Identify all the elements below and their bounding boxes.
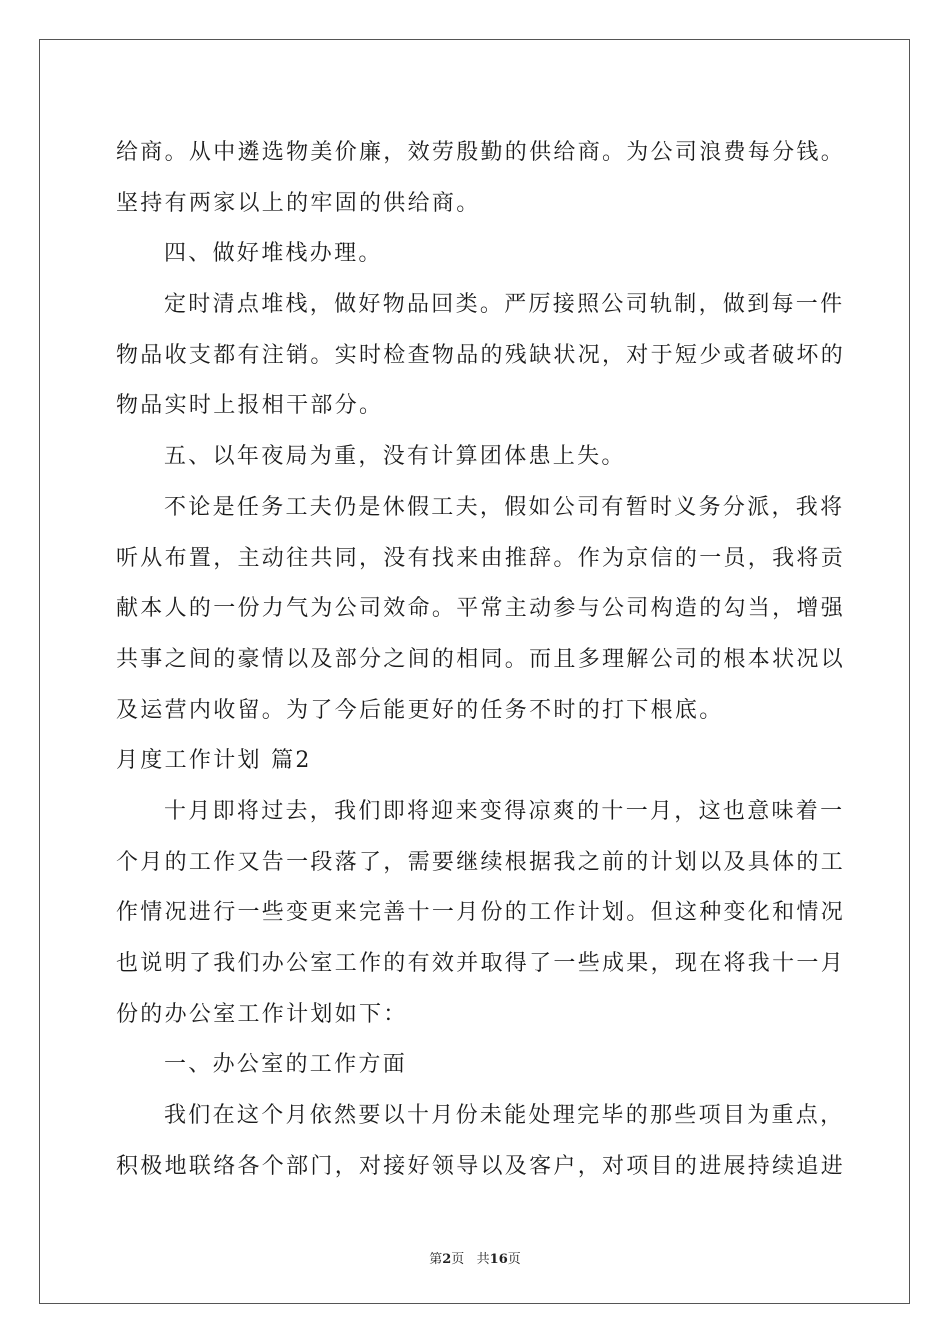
text-line: 定时清点堆栈，做好物品回类。严厉接照公司轨制，做到每一件 (164, 292, 845, 318)
text-line: 坚持有两家以上的牢固的供给商。 (116, 190, 481, 216)
text-line: 听从布置，主动往共同，没有找来由推辞。作为京信的一员，我将贡 (116, 545, 846, 571)
text-line: 物品实时上报相干部分。 (116, 393, 384, 419)
text-line: 不论是任务工夫仍是休假工夫，假如公司有暂时义务分派，我将 (164, 494, 845, 520)
text-line: 物品收支都有注销。实时检查物品的残缺状况，对于短少或者破坏的 (116, 342, 846, 368)
footer-page-number: 2 (442, 1252, 452, 1267)
section-heading: 一、办公室的工作方面 (164, 1052, 408, 1078)
text-line: 十月即将过去，我们即将迎来变得凉爽的十一月，这也意味着一 (164, 798, 845, 824)
footer-suffix: 页 (507, 1252, 521, 1267)
text-line: 个月的工作又告一段落了，需要继续根据我之前的计划以及具体的工 (116, 849, 846, 875)
text-line: 献本人的一份力气为公司效命。平常主动参与公司构造的勾当，增强 (116, 596, 846, 622)
article-title: 月度工作计划 篇2 (116, 748, 312, 774)
text-line: 作情况进行一些变更来完善十一月份的工作计划。但这种变化和情况 (116, 900, 846, 926)
footer-prefix: 第 (429, 1252, 443, 1267)
text-line: 积极地联络各个部门，对接好领导以及客户，对项目的进展持续追进 (116, 1153, 846, 1179)
text-line: 也说明了我们办公室工作的有效并取得了一些成果，现在将我十一月 (116, 951, 846, 976)
text-line: 给商。从中遴选物美价廉，效劳殷勤的供给商。为公司浪费每分钱。 (116, 140, 846, 165)
section-heading: 四、做好堆栈办理。 (164, 241, 383, 267)
text-line: 份的办公室工作计划如下： (116, 1001, 408, 1027)
document-body (116, 128, 846, 1192)
footer-middle: 页 共 (451, 1252, 490, 1267)
footer-total-pages: 16 (489, 1252, 508, 1267)
page-footer (0, 1248, 950, 1267)
text-line: 我们在这个月依然要以十月份未能处理完毕的那些项目为重点， (164, 1103, 845, 1129)
text-line: 共事之间的豪情以及部分之间的相同。而且多理解公司的根本状况以 (116, 646, 846, 672)
section-heading: 五、以年夜局为重，没有计算团体患上失。 (164, 444, 626, 470)
text-line: 及运营内收留。为了今后能更好的任务不时的打下根底。 (116, 697, 724, 723)
